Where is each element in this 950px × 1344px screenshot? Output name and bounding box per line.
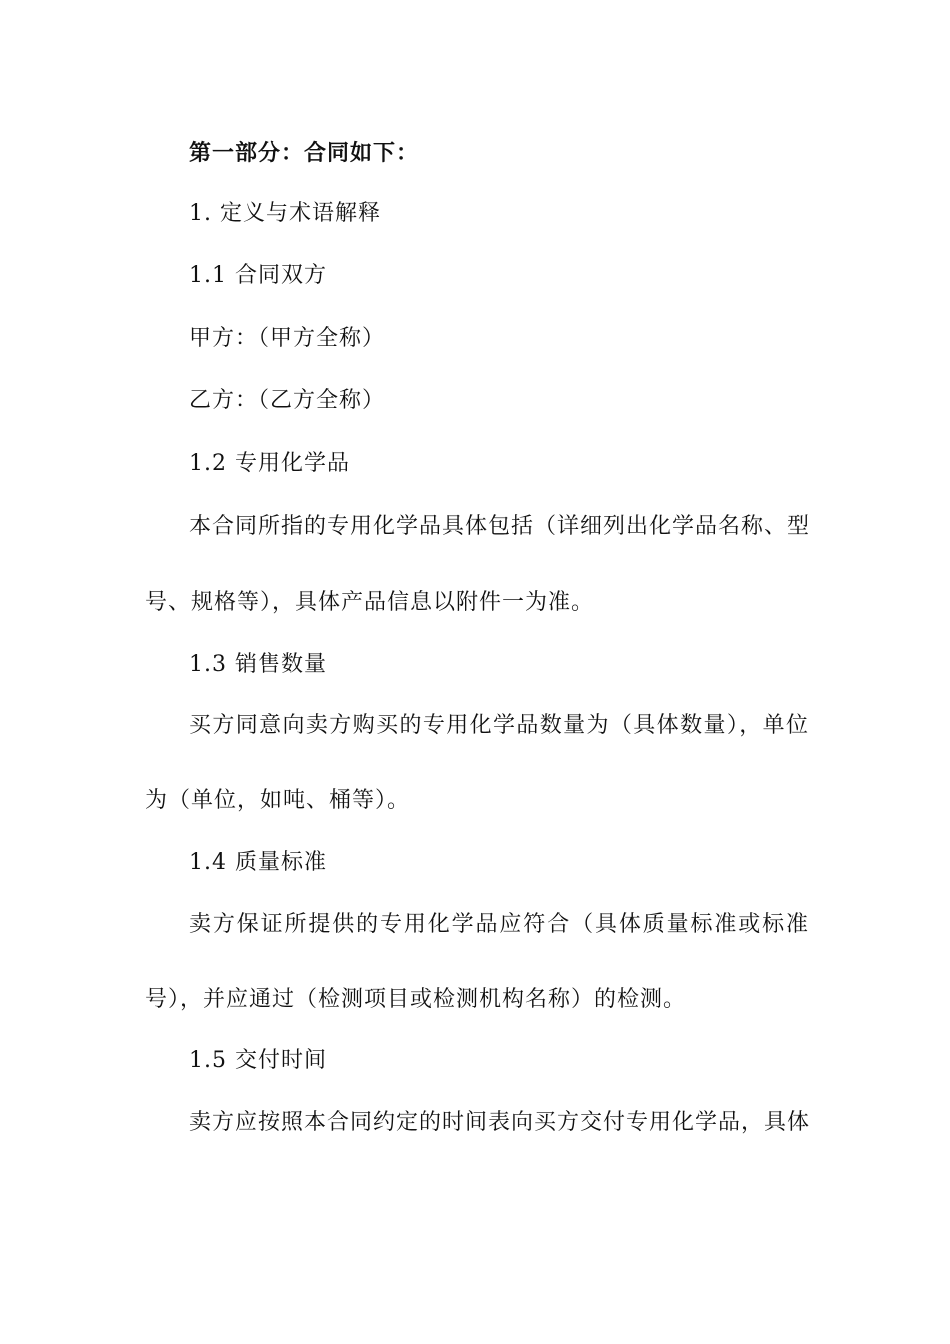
party-b-line: 乙方：（乙方全称） <box>189 388 386 413</box>
party-a-line: 甲方：（甲方全称） <box>189 326 386 351</box>
paragraph-quantity-line2: 为（单位，如吨、桶等）。 <box>145 788 411 813</box>
section-title-quality: 1.4 质量标准 <box>189 850 327 875</box>
paragraph-chemicals-line1: 本合同所指的专用化学品具体包括（详细列出化学品名称、型 <box>189 514 811 539</box>
section-title-chemicals: 1.2 专用化学品 <box>189 451 350 476</box>
section-title-parties: 1.1 合同双方 <box>189 263 327 288</box>
paragraph-quality-line1: 卖方保证所提供的专用化学品应符合（具体质量标准或标准 <box>189 912 809 937</box>
paragraph-quantity-line1: 买方同意向卖方购买的专用化学品数量为（具体数量），单位 <box>189 713 809 738</box>
paragraph-chemicals-line2: 号、规格等），具体产品信息以附件一为准。 <box>145 590 595 615</box>
section-title-quantity: 1.3 销售数量 <box>189 652 327 677</box>
part-heading: 第一部分：合同如下： <box>189 140 420 166</box>
section-title-delivery: 1.5 交付时间 <box>189 1048 327 1073</box>
paragraph-delivery-line1: 卖方应按照本合同约定的时间表向买方交付专用化学品，具体 <box>189 1110 811 1135</box>
paragraph-quality-line2: 号），并应通过（检测项目或检测机构名称）的检测。 <box>145 987 687 1012</box>
section-title-definitions: 1. 定义与术语解释 <box>189 201 381 226</box>
